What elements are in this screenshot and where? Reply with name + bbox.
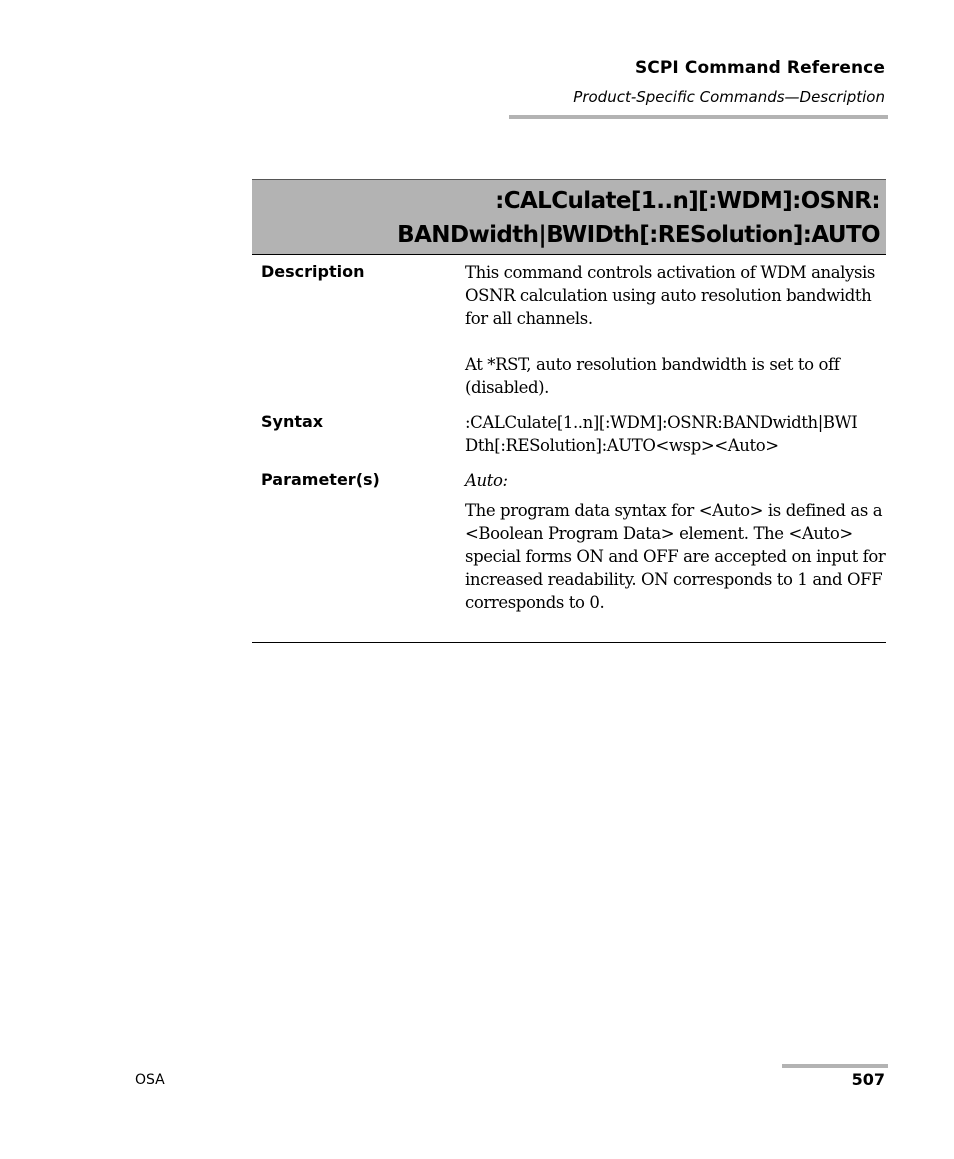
syntax-line-2: Dth[:RESolution]:AUTO<wsp><Auto> bbox=[465, 436, 779, 455]
syntax-label: Syntax bbox=[261, 412, 324, 431]
description-value bbox=[465, 261, 890, 399]
command-title-line-1: :CALCulate[1..n][:WDM]:OSNR: bbox=[495, 188, 880, 214]
description-paragraph-2: At *RST, auto resolution bandwidth is set to off (disabled). bbox=[465, 355, 840, 397]
footer-rule bbox=[782, 1064, 888, 1068]
page-header-subtitle: Product-Specific Commands—Description bbox=[573, 88, 885, 106]
section-end-rule bbox=[252, 642, 886, 643]
command-title-box bbox=[252, 179, 886, 255]
syntax-line-1: :CALCulate[1..n][:WDM]:OSNR:BANDwidth|BWI bbox=[465, 413, 858, 432]
description-label: Description bbox=[261, 262, 365, 281]
parameters-label: Parameter(s) bbox=[261, 470, 380, 489]
parameter-description: The program data syntax for <Auto> is defined as a <Boolean Program Data> element. The <Auto> special forms ON and OFF are accepted on input for increased readability. ON corresponds to 1 and OFF corresponds to 0. bbox=[465, 501, 886, 612]
parameters-value bbox=[465, 469, 890, 614]
syntax-value bbox=[465, 411, 890, 457]
page-number: 507 bbox=[851, 1070, 885, 1089]
footer-product: OSA bbox=[135, 1072, 165, 1088]
header-rule bbox=[509, 115, 888, 119]
command-title-line-2: BANDwidth|BWIDth[:RESolution]:AUTO bbox=[397, 222, 880, 248]
description-paragraph-1: This command controls activation of WDM analysis OSNR calculation using auto resolution bandwidth for all channels. bbox=[465, 263, 875, 328]
page-header-title: SCPI Command Reference bbox=[634, 58, 885, 78]
parameter-name: Auto: bbox=[465, 471, 508, 490]
